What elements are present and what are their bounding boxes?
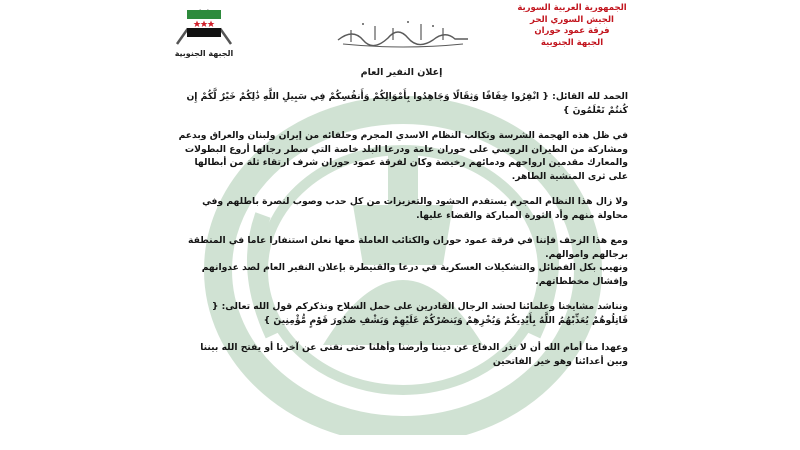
basmala-calligraphy-icon (333, 18, 473, 50)
document-title: إعلان النفير العام (360, 67, 443, 78)
paragraph-regime-reinforcements: ولا زال هذا النظام المجرم يستقدم الحشود والتعزيزات من كل حدب وصوب لنصرة باطلهم وفي محاولة منهم وأد الثورة المباركة والقضاء عليها. (202, 196, 628, 221)
paragraph-situation: في ظل هذه الهجمة الشرسة وتكالب النظام الاسدي المجرم وحلفائه من إيران ولبنان والعراق وبدعم ومشاركة من الطيران الروسي على حوران عامة ودرعا البلد خاصة التي سطر رجالها أروع البطولات والمعارك مقدمين ارواحهم ودمائهم رخيصة وكان لفرقة عمود حوران شرف ارتقاء ثلة من أبطالها على ثرى المنشية الطاهر. (178, 130, 628, 182)
document-body (177, 90, 628, 380)
basmala-calligraphy (333, 18, 473, 50)
issuer-header (512, 3, 632, 49)
paragraph-appeal-scholars: ونناشد مشايخنا وعلمائنا لحشد الرجال القادرين على حمل السلاح ونذكركم قول الله تعالى: { قَاتِلُوهُمْ يُعَذِّبْهُمُ اللَّهُ بِأَيْدِيكُمْ وَيُخْزِهِمْ وَيَنصُرْكُمْ عَلَيْهِمْ وَيَشْفِ صُدُورَ قَوْمٍ مُّؤْمِنِينَ } (211, 301, 628, 326)
paragraph-opening-verse: الحمد لله القائل: { انْفِرُوا خِفَافًا وَثِقَالًا وَجَاهِدُوا بِأَمْوَالِكُمْ وَأَنفُسِكُمْ فِي سَبِيلِ اللَّهِ ذَٰلِكُمْ خَيْرٌ لَّكُمْ إِن كُنتُمْ تَعْلَمُونَ } (186, 91, 628, 116)
header-line-country: الجمهورية العربية السورية (517, 3, 627, 13)
statement-document (163, 0, 640, 450)
syrian-revolution-flag-icon (173, 6, 235, 48)
paragraph-call-factions: ونهيب بكل الفصائل والتشكيلات العسكرية في درعا والقنيطرة بإعلان النفير العام لصد عدوانهم وإفشال مخططاتهم. (201, 262, 628, 287)
header-line-army: الجيش السوري الحر (530, 14, 614, 25)
paragraph-mobilization: ومع هذا الزحف فإننا في فرقة عمود حوران والكتائب العاملة معها نعلن استنفارا عاما في المنطقة برجالهم واموالهم. (188, 235, 628, 260)
header-line-front: الجبهة الجنوبية (540, 37, 604, 48)
header-line-division: فرقة عمود حوران (534, 26, 610, 36)
flag-emblem (173, 6, 235, 58)
flag-caption: الجبهة الجنوبية (174, 49, 234, 58)
paragraph-pledge: وعهدا منا أمام الله أن لا نذر الدفاع عن ديننا وأرضنا وأهلنا حتى نفنى عن آخرنا أو يفتح الله بيننا وبين أعدائنا وهو خير الفاتحين (200, 342, 628, 367)
